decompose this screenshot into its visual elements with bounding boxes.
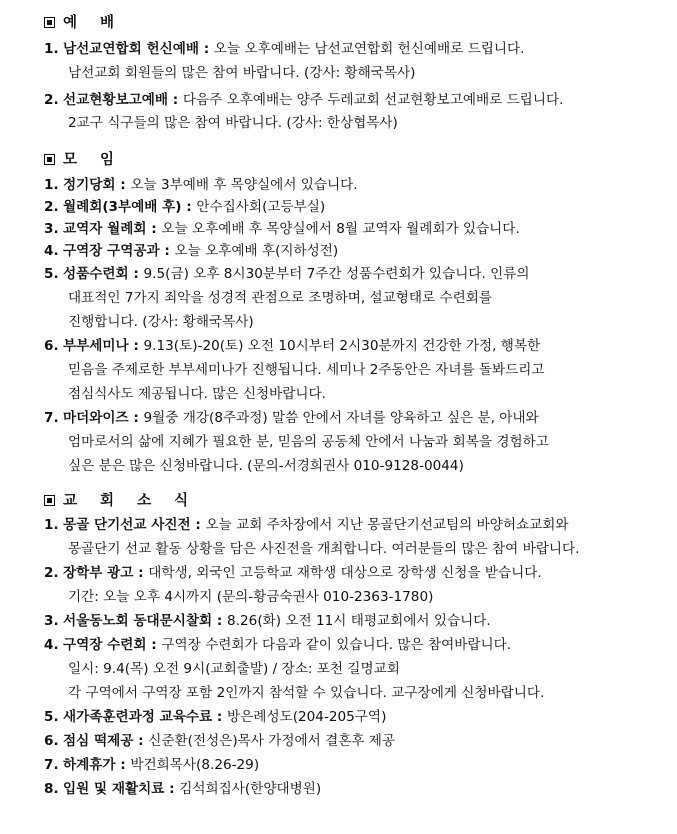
list-item: 2. 장학부 광고 : 대학생, 외국인 고등학교 재학생 대상으로 장학생 신청을 받습니다.: [44, 565, 542, 581]
list-item-continuation: 각 구역에서 구역장 포함 2인까지 참석할 수 있습니다. 교구장에게 신청바랍니다.: [68, 685, 545, 701]
list-item-continuation: 대표적인 7가지 죄악을 성경적 관점으로 조명하며, 설교형태로 수련회를: [68, 290, 493, 306]
list-item: 6. 점심 떡제공 : 신준환(전성은)목사 가정에서 결혼후 제공: [44, 733, 396, 749]
list-item: 2. 월례회(3부예배 후) : 안수집사회(고등부실): [44, 199, 326, 215]
list-item: 5. 성품수련회 : 9.5(금) 오후 8시30분부터 7주간 성품수련회가 있습니다. 인류의: [44, 266, 530, 282]
section-heading: 교 회 소 식: [44, 491, 197, 511]
list-item: 3. 서울동노회 동대문시찰회 : 8.26(화) 오전 11시 태평교회에서 있습니다.: [44, 613, 491, 629]
list-item: 7. 마더와이즈 : 9월중 개강(8주과정) 말씀 안에서 자녀를 양육하고 싶은 분, 아내와: [44, 410, 539, 426]
list-item: 4. 구역장 수련회 : 구역장 수련회가 다음과 같이 있습니다. 많은 참여바랍니다.: [44, 637, 512, 653]
list-item: 2. 선교현황보고예배 : 다음주 오후예배는 양주 두레교회 선교현황보고예배로 드립니다.: [44, 92, 564, 108]
list-item: 8. 입원 및 재활치료 : 김석희집사(한양대병원): [44, 781, 322, 797]
list-item: 5. 새가족훈련과정 교육수료 : 방은례성도(204-205구역): [44, 709, 387, 725]
square-bullet-icon: [44, 17, 55, 28]
square-bullet-icon: [44, 495, 55, 506]
list-item-continuation: 몽골단기 선교 활동 상황을 담은 사진전을 개최합니다. 여러분들의 많은 참여 바랍니다.: [68, 541, 580, 557]
list-item-continuation: 믿음을 주제로한 부부세미나가 진행됩니다. 세미나 2주동안은 자녀를 돌봐드리고: [68, 362, 545, 378]
list-item: 3. 교역자 월례회 : 오늘 오후예배 후 목양실에서 8월 교역자 월례회가 있습니다.: [44, 221, 520, 237]
list-item-continuation: 엄마로서의 삶에 지혜가 필요한 분, 믿음의 공동체 안에서 나눔과 회복을 경험하고: [68, 434, 549, 450]
list-item-continuation: 일시: 9.4(목) 오전 9시(교회출발) / 장소: 포천 길명교회: [68, 661, 400, 677]
square-bullet-icon: [44, 154, 55, 165]
section-heading: 예 배: [44, 13, 123, 33]
list-item: 1. 정기당회 : 오늘 3부예배 후 목양실에서 있습니다.: [44, 177, 358, 193]
list-item: 7. 하계휴가 : 박건희목사(8.26-29): [44, 757, 260, 773]
list-item-continuation: 2교구 식구들의 많은 참여 바랍니다. (강사: 한상협목사): [68, 115, 398, 131]
list-item-continuation: 기간: 오늘 오후 4시까지 (문의-황금숙권사 010-2363-1780): [68, 589, 434, 605]
list-item: 1. 몽골 단기선교 사진전 : 오늘 교회 주차장에서 지난 몽골단기선교팀의 바양허쇼교회와: [44, 517, 569, 533]
list-item: 6. 부부세미나 : 9.13(토)-20(토) 오전 10시부터 2시30분까지 건강한 가정, 행복한: [44, 338, 541, 354]
list-item-continuation: 진행합니다. (강사: 황해국목사): [68, 314, 254, 330]
section-heading: 모 임: [44, 150, 123, 170]
list-item-continuation: 남선교회 회원들의 많은 참여 바랍니다. (강사: 황해국목사): [68, 65, 416, 81]
list-item-continuation: 점심식사도 제공됩니다. 많은 신청바랍니다.: [68, 386, 326, 402]
list-item: 4. 구역장 구역공과 : 오늘 오후예배 후(지하성전): [44, 243, 339, 259]
list-item-continuation: 싶은 분은 많은 신청바랍니다. (문의-서경희권사 010-9128-0044): [68, 458, 464, 474]
list-item: 1. 남선교연합회 헌신예배 : 오늘 오후예배는 남선교연합회 헌신예배로 드립니다.: [44, 41, 525, 57]
